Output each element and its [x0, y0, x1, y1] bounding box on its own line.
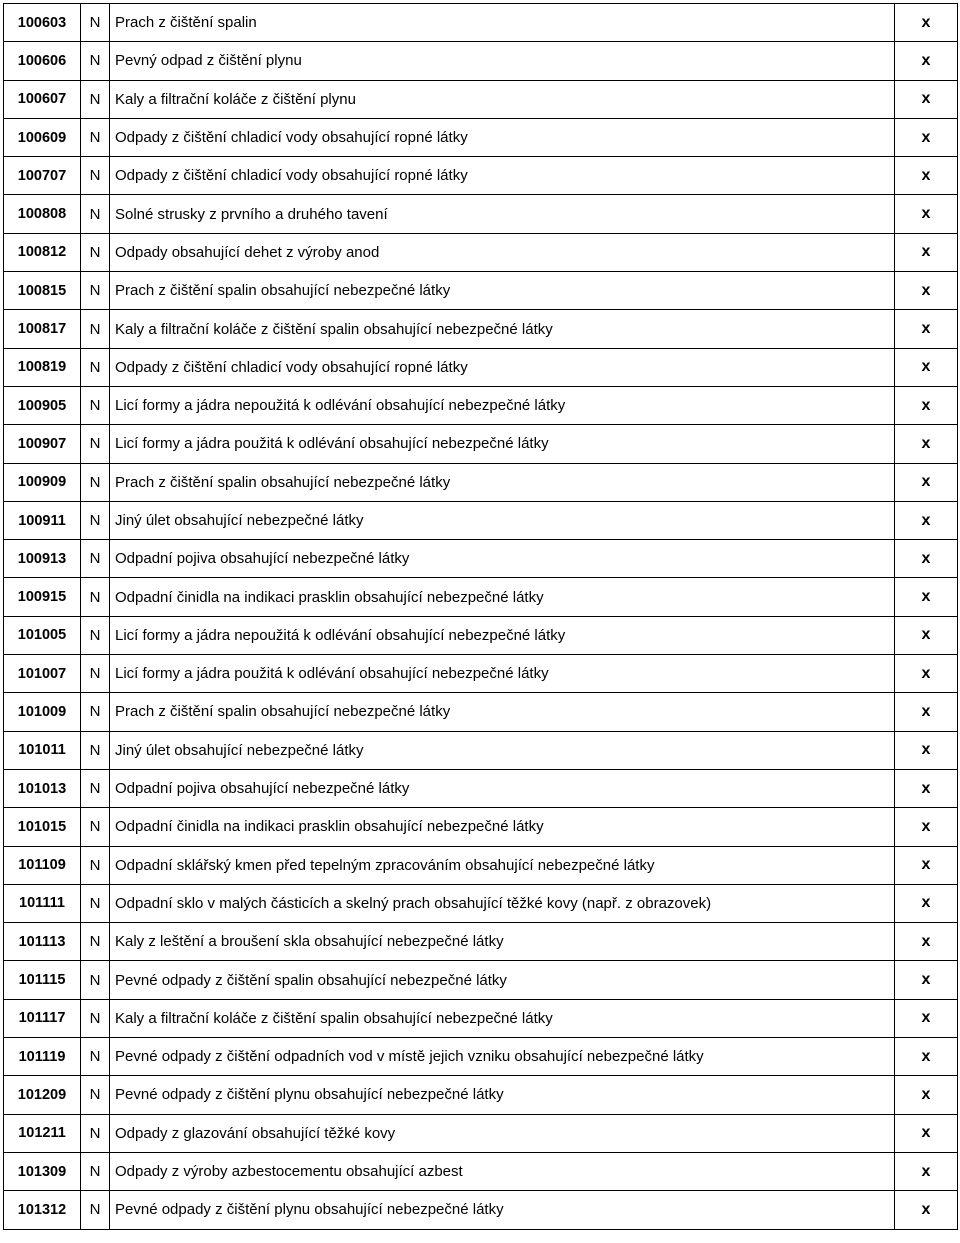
table-row	[4, 846, 958, 884]
waste-name-cell: Jiný úlet obsahující nebezpečné látky	[110, 501, 895, 539]
table-row	[4, 501, 958, 539]
checkmark-cell: x	[895, 1038, 958, 1076]
checkmark-cell: x	[895, 272, 958, 310]
table-row	[4, 923, 958, 961]
table-row	[4, 578, 958, 616]
checkmark-cell: x	[895, 310, 958, 348]
table-row	[4, 616, 958, 654]
waste-category-cell: N	[81, 693, 110, 731]
waste-name-cell: Odpady z čištění chladicí vody obsahující ropné látky	[110, 348, 895, 386]
waste-category-cell: N	[81, 884, 110, 922]
table-row	[4, 999, 958, 1037]
waste-code-cell: 100606	[4, 42, 81, 80]
waste-code-cell: 100707	[4, 157, 81, 195]
waste-name-cell: Odpadní činidla na indikaci prasklin obsahující nebezpečné látky	[110, 578, 895, 616]
table-row	[4, 884, 958, 922]
waste-code-cell: 101117	[4, 999, 81, 1037]
waste-name-cell: Licí formy a jádra nepoužitá k odlévání obsahující nebezpečné látky	[110, 386, 895, 424]
waste-name-cell: Odpadní pojiva obsahující nebezpečné látky	[110, 769, 895, 807]
waste-name-cell: Pevný odpad z čištění plynu	[110, 42, 895, 80]
table-row	[4, 80, 958, 118]
checkmark-cell: x	[895, 42, 958, 80]
table-row	[4, 693, 958, 731]
checkmark-cell: x	[895, 425, 958, 463]
checkmark-cell: x	[895, 1076, 958, 1114]
waste-category-cell: N	[81, 1114, 110, 1152]
waste-code-cell: 101009	[4, 693, 81, 731]
waste-category-cell: N	[81, 923, 110, 961]
waste-code-cell: 100817	[4, 310, 81, 348]
waste-name-cell: Pevné odpady z čištění spalin obsahující nebezpečné látky	[110, 961, 895, 999]
table-row	[4, 1114, 958, 1152]
waste-name-cell: Kaly a filtrační koláče z čištění spalin obsahující nebezpečné látky	[110, 999, 895, 1037]
checkmark-cell: x	[895, 923, 958, 961]
table-row	[4, 272, 958, 310]
waste-category-cell: N	[81, 578, 110, 616]
checkmark-cell: x	[895, 233, 958, 271]
waste-code-cell: 101119	[4, 1038, 81, 1076]
waste-name-cell: Pevné odpady z čištění plynu obsahující nebezpečné látky	[110, 1191, 895, 1229]
waste-name-cell: Solné strusky z prvního a druhého tavení	[110, 195, 895, 233]
waste-name-cell: Odpadní pojiva obsahující nebezpečné látky	[110, 540, 895, 578]
waste-code-cell: 101109	[4, 846, 81, 884]
table-row	[4, 42, 958, 80]
waste-code-cell: 101309	[4, 1152, 81, 1190]
checkmark-cell: x	[895, 4, 958, 42]
waste-category-cell: N	[81, 80, 110, 118]
checkmark-cell: x	[895, 157, 958, 195]
checkmark-cell: x	[895, 808, 958, 846]
waste-name-cell: Odpady z čištění chladicí vody obsahující ropné látky	[110, 157, 895, 195]
checkmark-cell: x	[895, 769, 958, 807]
checkmark-cell: x	[895, 1191, 958, 1229]
checkmark-cell: x	[895, 348, 958, 386]
checkmark-cell: x	[895, 616, 958, 654]
waste-code-cell: 101007	[4, 655, 81, 693]
waste-category-cell: N	[81, 769, 110, 807]
waste-category-cell: N	[81, 42, 110, 80]
waste-name-cell: Pevné odpady z čištění odpadních vod v místě jejich vzniku obsahující nebezpečné látky	[110, 1038, 895, 1076]
waste-code-cell: 100603	[4, 4, 81, 42]
checkmark-cell: x	[895, 731, 958, 769]
checkmark-cell: x	[895, 463, 958, 501]
waste-category-cell: N	[81, 540, 110, 578]
waste-code-cell: 100808	[4, 195, 81, 233]
waste-category-cell: N	[81, 501, 110, 539]
waste-code-cell: 100915	[4, 578, 81, 616]
waste-code-cell: 101115	[4, 961, 81, 999]
waste-code-cell: 100909	[4, 463, 81, 501]
waste-code-cell: 100913	[4, 540, 81, 578]
waste-category-cell: N	[81, 233, 110, 271]
waste-category-cell: N	[81, 348, 110, 386]
table-row	[4, 4, 958, 42]
waste-code-cell: 100905	[4, 386, 81, 424]
waste-name-cell: Prach z čištění spalin obsahující nebezpečné látky	[110, 693, 895, 731]
table-row	[4, 310, 958, 348]
waste-code-cell: 101209	[4, 1076, 81, 1114]
table-row	[4, 118, 958, 156]
waste-name-cell: Licí formy a jádra nepoužitá k odlévání obsahující nebezpečné látky	[110, 616, 895, 654]
waste-code-cell: 100815	[4, 272, 81, 310]
waste-category-cell: N	[81, 808, 110, 846]
waste-name-cell: Odpady z glazování obsahující těžké kovy	[110, 1114, 895, 1152]
checkmark-cell: x	[895, 578, 958, 616]
waste-code-cell: 101011	[4, 731, 81, 769]
table-row	[4, 769, 958, 807]
waste-code-cell: 101113	[4, 923, 81, 961]
table-row	[4, 463, 958, 501]
waste-name-cell: Kaly a filtrační koláče z čištění plynu	[110, 80, 895, 118]
table-row	[4, 195, 958, 233]
table-row	[4, 157, 958, 195]
waste-category-cell: N	[81, 1152, 110, 1190]
waste-category-cell: N	[81, 463, 110, 501]
waste-code-cell: 100609	[4, 118, 81, 156]
table-row	[4, 1152, 958, 1190]
waste-code-cell: 101013	[4, 769, 81, 807]
waste-name-cell: Kaly z leštění a broušení skla obsahující nebezpečné látky	[110, 923, 895, 961]
checkmark-cell: x	[895, 655, 958, 693]
table-row	[4, 233, 958, 271]
table-body	[4, 4, 958, 1230]
checkmark-cell: x	[895, 961, 958, 999]
waste-name-cell: Odpadní činidla na indikaci prasklin obsahující nebezpečné látky	[110, 808, 895, 846]
checkmark-cell: x	[895, 386, 958, 424]
table-row	[4, 731, 958, 769]
table-row	[4, 655, 958, 693]
waste-code-cell: 101111	[4, 884, 81, 922]
waste-category-cell: N	[81, 655, 110, 693]
waste-category-cell: N	[81, 157, 110, 195]
table-row	[4, 425, 958, 463]
waste-category-cell: N	[81, 425, 110, 463]
checkmark-cell: x	[895, 118, 958, 156]
waste-category-cell: N	[81, 999, 110, 1037]
waste-code-cell: 100819	[4, 348, 81, 386]
checkmark-cell: x	[895, 1152, 958, 1190]
waste-category-cell: N	[81, 731, 110, 769]
checkmark-cell: x	[895, 195, 958, 233]
waste-category-cell: N	[81, 195, 110, 233]
table-row	[4, 1191, 958, 1229]
waste-catalogue-table	[3, 3, 958, 1230]
waste-category-cell: N	[81, 846, 110, 884]
waste-name-cell: Prach z čištění spalin	[110, 4, 895, 42]
waste-category-cell: N	[81, 1191, 110, 1229]
waste-category-cell: N	[81, 4, 110, 42]
waste-category-cell: N	[81, 616, 110, 654]
waste-name-cell: Kaly a filtrační koláče z čištění spalin obsahující nebezpečné látky	[110, 310, 895, 348]
checkmark-cell: x	[895, 999, 958, 1037]
waste-name-cell: Odpadní sklo v malých částicích a skelný prach obsahující těžké kovy (např. z obrazovek)	[110, 884, 895, 922]
waste-code-cell: 100812	[4, 233, 81, 271]
waste-category-cell: N	[81, 961, 110, 999]
table-row	[4, 1038, 958, 1076]
checkmark-cell: x	[895, 693, 958, 731]
checkmark-cell: x	[895, 540, 958, 578]
waste-name-cell: Odpady z výroby azbestocementu obsahující azbest	[110, 1152, 895, 1190]
waste-name-cell: Prach z čištění spalin obsahující nebezpečné látky	[110, 272, 895, 310]
table-row	[4, 348, 958, 386]
waste-code-cell: 100911	[4, 501, 81, 539]
table-row	[4, 386, 958, 424]
checkmark-cell: x	[895, 1114, 958, 1152]
waste-code-cell: 101015	[4, 808, 81, 846]
waste-name-cell: Odpady z čištění chladicí vody obsahující ropné látky	[110, 118, 895, 156]
waste-name-cell: Odpadní sklářský kmen před tepelným zpracováním obsahující nebezpečné látky	[110, 846, 895, 884]
waste-name-cell: Licí formy a jádra použitá k odlévání obsahující nebezpečné látky	[110, 655, 895, 693]
table-row	[4, 1076, 958, 1114]
waste-category-cell: N	[81, 118, 110, 156]
checkmark-cell: x	[895, 80, 958, 118]
waste-code-cell: 100907	[4, 425, 81, 463]
waste-category-cell: N	[81, 386, 110, 424]
checkmark-cell: x	[895, 846, 958, 884]
table-row	[4, 961, 958, 999]
table-row	[4, 540, 958, 578]
waste-code-cell: 101005	[4, 616, 81, 654]
waste-name-cell: Jiný úlet obsahující nebezpečné látky	[110, 731, 895, 769]
waste-category-cell: N	[81, 1076, 110, 1114]
waste-name-cell: Licí formy a jádra použitá k odlévání obsahující nebezpečné látky	[110, 425, 895, 463]
checkmark-cell: x	[895, 501, 958, 539]
waste-category-cell: N	[81, 1038, 110, 1076]
waste-code-cell: 100607	[4, 80, 81, 118]
waste-name-cell: Prach z čištění spalin obsahující nebezpečné látky	[110, 463, 895, 501]
waste-name-cell: Pevné odpady z čištění plynu obsahující nebezpečné látky	[110, 1076, 895, 1114]
waste-code-cell: 101312	[4, 1191, 81, 1229]
waste-category-cell: N	[81, 310, 110, 348]
waste-category-cell: N	[81, 272, 110, 310]
waste-name-cell: Odpady obsahující dehet z výroby anod	[110, 233, 895, 271]
waste-code-cell: 101211	[4, 1114, 81, 1152]
checkmark-cell: x	[895, 884, 958, 922]
table-row	[4, 808, 958, 846]
